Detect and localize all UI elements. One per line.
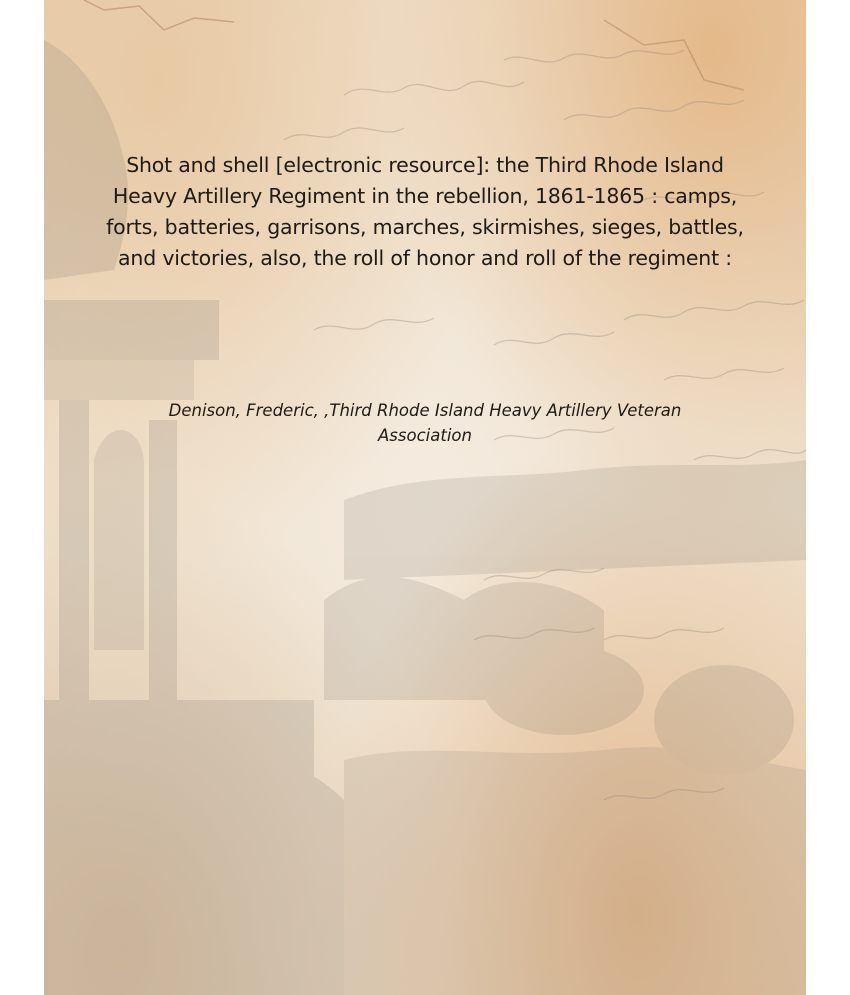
book-title: Shot and shell [electronic resource]: the Third Rhode Island Heavy Artillery Regiment in the rebellion, 1861-1865 : camps, forts, batteries, garrisons, marches, skirmishes, sieges, battles, and victories, also, the roll of honor and roll of the regiment : (106, 153, 744, 270)
book-author: Denison, Frederic, ,Third Rhode Island Heavy Artillery Veteran Association (168, 401, 682, 445)
book-cover (44, 0, 806, 995)
